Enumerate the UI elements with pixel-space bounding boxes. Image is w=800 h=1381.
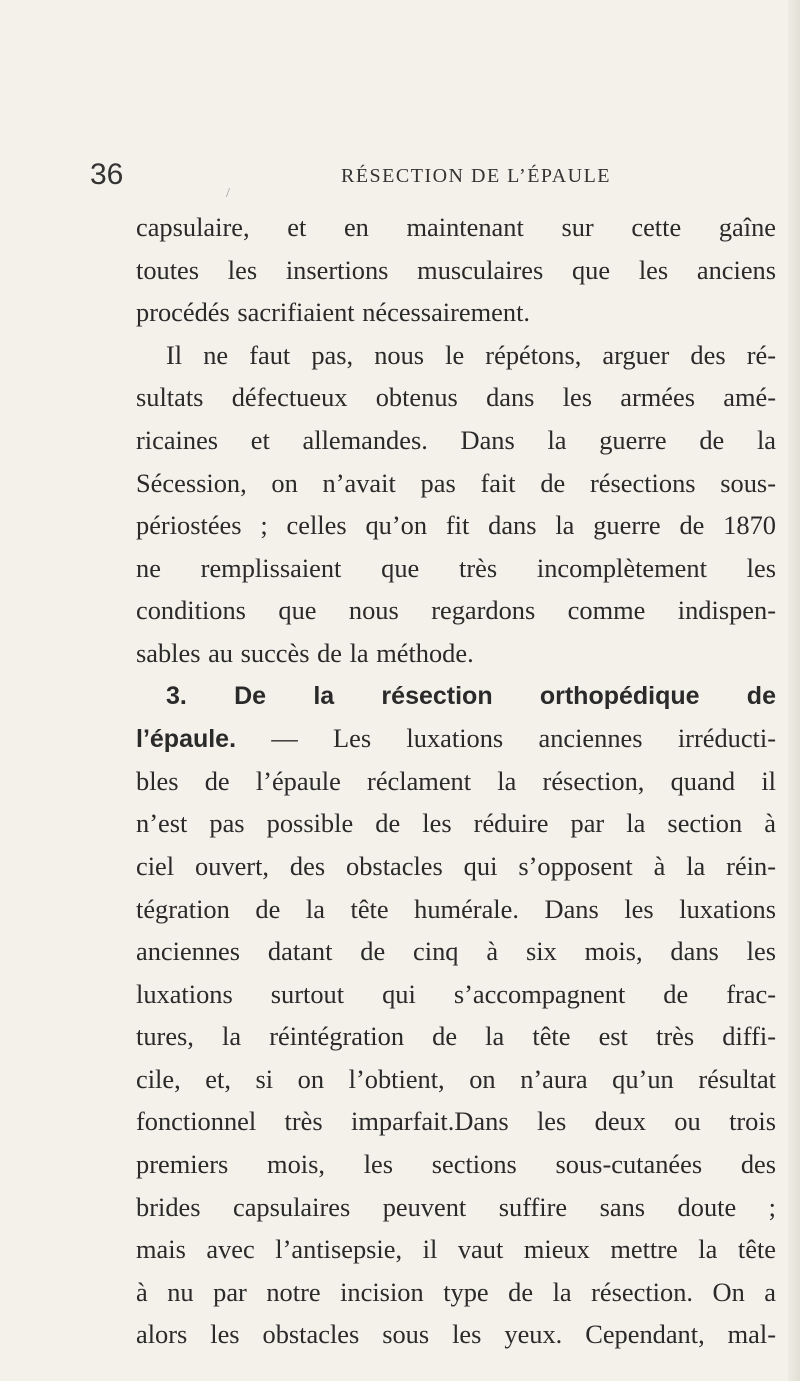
text-line: conditions que nous regardons comme indispen- [136, 595, 776, 626]
text-line-with-heading [136, 717, 776, 760]
text-line: ciel ouvert, des obstacles qui s’opposent à la réin- [136, 850, 776, 881]
text-line-rest: — Les luxations anciennes irréducti- [236, 723, 776, 754]
page-header [90, 158, 730, 198]
text-line: ne remplissaient que très incomplètement les [136, 552, 776, 583]
pencil-tick-mark: / [226, 186, 230, 201]
text-line: tures, la réintégration de la tête est très diffi- [136, 1021, 776, 1052]
page-number: 36 [90, 158, 124, 191]
body-text [136, 206, 776, 1356]
text-line: ricaines et allemandes. Dans la guerre de la [136, 424, 776, 455]
running-title: RÉSECTION DE L’ÉPAULE [341, 165, 612, 187]
section-heading: 3. De la résection orthopédique de [166, 681, 776, 710]
section-heading-continued: l’épaule. [136, 725, 237, 754]
text-line: Sécession, on n’avait pas fait de résections sous- [136, 467, 776, 498]
text-line: sultats défectueux obtenus dans les armées amé- [136, 382, 776, 413]
text-line: capsulaire, et en maintenant sur cette gaîne [136, 212, 776, 242]
text-line: anciennes datant de cinq à six mois, dans les [136, 936, 776, 967]
text-line: toutes les insertions musculaires que les anciens [136, 254, 776, 285]
text-line: fonctionnel très imparfait.Dans les deux ou trois [136, 1106, 776, 1137]
text-line: mais avec l’antisepsie, il vaut mieux mettre la tête [136, 1234, 776, 1265]
page-edge-shadow [788, 0, 800, 1381]
text-line: sables au succès de la méthode. [136, 637, 474, 668]
text-line: procédés sacrifiaient nécessairement. [136, 297, 530, 328]
text-line: brides capsulaires peuvent suffire sans doute ; [136, 1191, 776, 1222]
text-line: à nu par notre incision type de la résection. On a [136, 1276, 776, 1307]
text-line: tégration de la tête humérale. Dans les luxations [136, 893, 776, 924]
text-line: bles de l’épaule réclament la résection, quand il [136, 765, 776, 796]
text-line: alors les obstacles sous les yeux. Cependant, mal- [136, 1319, 776, 1350]
text-line: périostées ; celles qu’on fit dans la guerre de 1870 [136, 510, 776, 541]
text-line: n’est pas possible de les réduire par la section à [136, 808, 776, 839]
text-line: premiers mois, les sections sous-cutanées des [136, 1149, 776, 1180]
text-line: cile, et, si on l’obtient, on n’aura qu’un résultat [136, 1063, 776, 1094]
text-line: Il ne faut pas, nous le répétons, arguer des ré- [166, 339, 776, 370]
text-line: luxations surtout qui s’accompagnent de frac- [136, 978, 776, 1009]
